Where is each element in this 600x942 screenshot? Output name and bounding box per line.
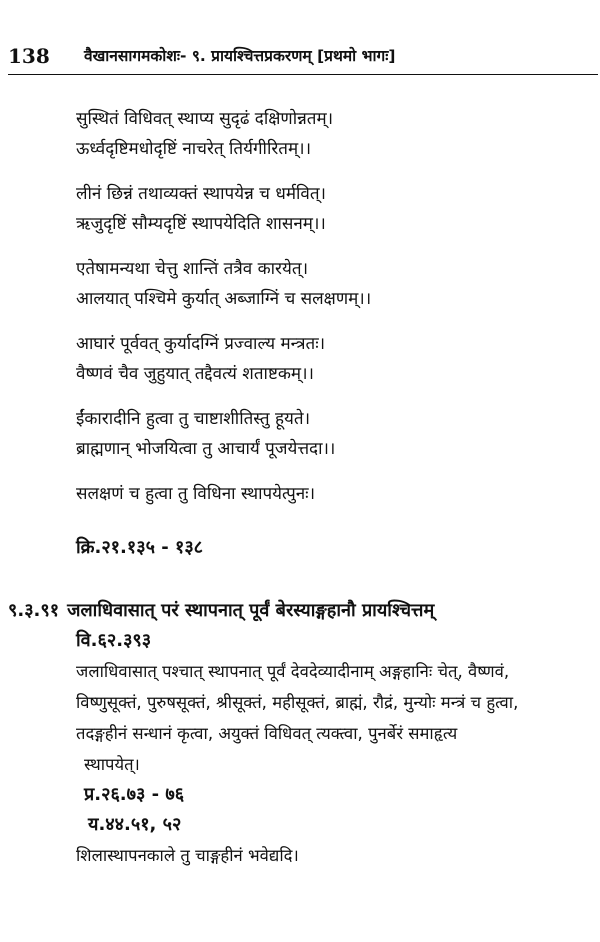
verse <box>76 104 596 164</box>
paragraph-line: शिलास्थापनकाले तु चाङ्गहीनं भवेद्यदि। <box>76 846 299 865</box>
verse-line: सुस्थितं विधिवत् स्थाप्य सुदृढं दक्षिणोन्नतम्। <box>76 109 334 129</box>
verse <box>76 479 596 509</box>
verse-line: वैष्णवं चैव जुहुयात् तद्दैवत्यं शताष्टकम्।। <box>76 364 314 384</box>
verse-line: ऋजुदृष्टिं सौम्यदृष्टिं स्थापयेदिति शासनम्।। <box>76 214 326 234</box>
reference-citation: वि.६२.३९३ <box>76 630 152 651</box>
section-title: जलाधिवासात् परं स्थापनात् पूर्वं बेरस्याङ्गहानौ प्रायश्चित्तम् <box>67 600 435 621</box>
verse <box>76 179 596 239</box>
paragraph-line: विष्णुसूक्तं, पुरुषसूक्तं, श्रीसूक्तं, महीसूक्तं, ब्राह्मं, रौद्रं, मुन्योः मन्त्रं च हुत्वा, <box>76 693 519 712</box>
verse <box>76 254 596 314</box>
page-header <box>0 0 600 78</box>
header-rule <box>8 74 598 75</box>
section-body <box>76 626 598 871</box>
verse <box>76 329 596 389</box>
paragraph-line: जलाधिवासात् पश्चात् स्थापनात् पूर्वं देवदेव्यादीनाम् अङ्गहानिः चेत्, वैष्णवं, <box>76 662 510 681</box>
running-head: वैखानसागमकोशः- ९. प्रायश्चित्तप्रकरणम् [प्रथमो भागः] <box>84 47 396 65</box>
section-9-3-91 <box>8 596 598 871</box>
verse-line: आलयात् पश्चिमे कुर्यात् अब्जाग्निं च सलक्षणम्।। <box>76 289 372 309</box>
section-heading <box>8 596 598 626</box>
paragraph-line: तदङ्गहीनं सन्धानं कृत्वा, अयुक्तं विधिवत् त्यक्त्वा, पुनर्बेरं समाहृत्य <box>76 724 458 743</box>
verse-line: ईंकारादीनि हुत्वा तु चाष्टाशीतिस्तु हूयते। <box>76 409 311 429</box>
verse-line: ब्राह्मणान् भोजयित्वा तु आचार्यं पूजयेत्तदा।। <box>76 439 336 459</box>
verse-block <box>76 104 596 524</box>
verse <box>76 404 596 464</box>
reference-citation: य.४४.५१, ५२ <box>88 814 182 835</box>
reference-citation: प्र.२६.७३ - ७६ <box>84 784 185 805</box>
section-number: ९.३.९१ <box>8 600 60 621</box>
verse-line: लीनं छिन्नं तथाव्यक्तं स्थापयेन्न च धर्मवित्। <box>76 184 326 204</box>
verse-line: आघारं पूर्ववत् कुर्यादग्निं प्रज्वाल्य मन्त्रतः। <box>76 334 326 354</box>
verse-line: ऊर्ध्वदृष्टिमधोदृष्टिं नाचरेत् तिर्यगीरितम्।। <box>76 139 312 159</box>
reference-citation: क्रि.२१.१३५ - १३८ <box>76 537 204 558</box>
page-number: 138 <box>8 44 50 68</box>
verse-line: एतेषामन्यथा चेत्तु शान्तिं तत्रैव कारयेत्। <box>76 259 309 279</box>
paragraph-line: स्थापयेत्। <box>84 755 140 774</box>
verse-line: सलक्षणं च हुत्वा तु विधिना स्थापयेत्पुनः। <box>76 484 316 504</box>
